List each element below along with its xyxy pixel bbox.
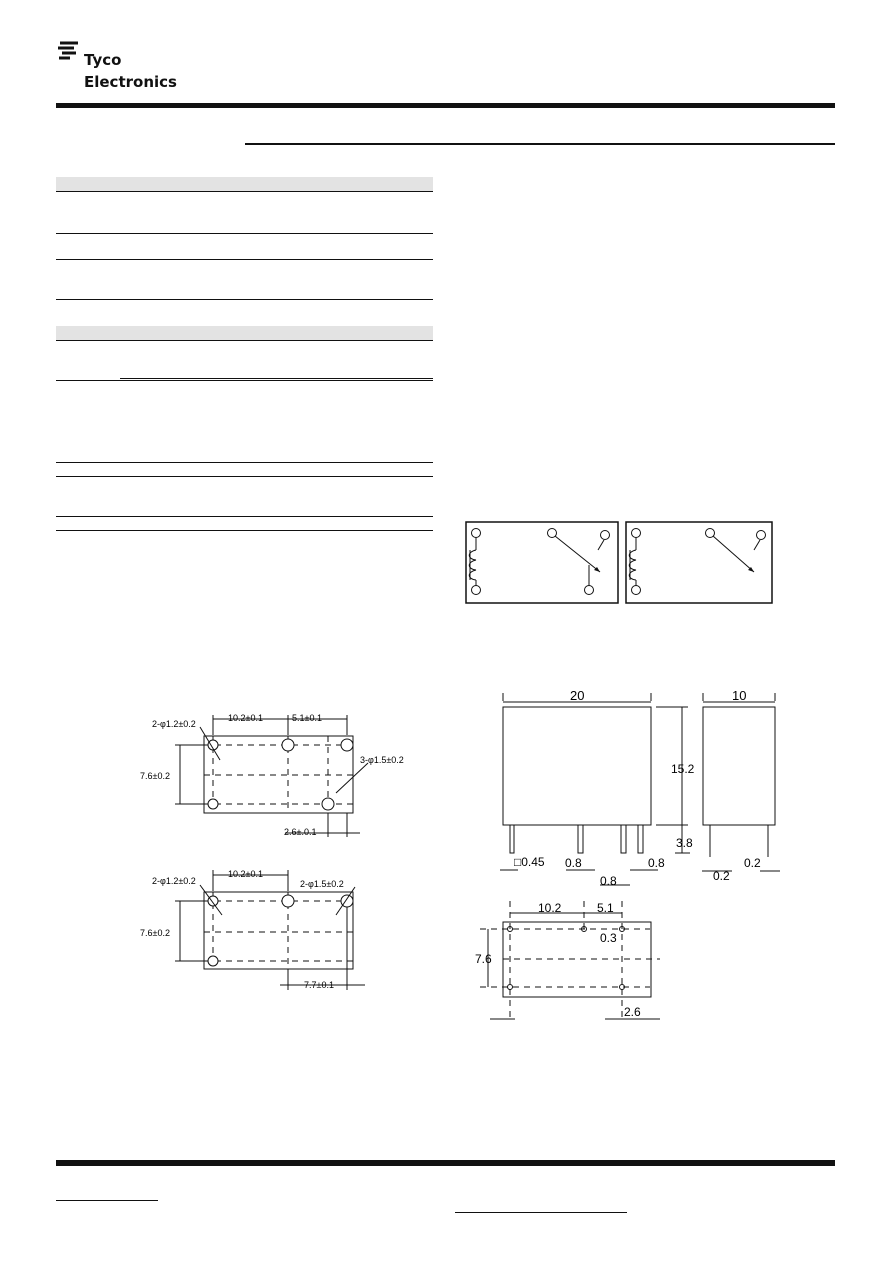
dim-pin-side: 0.2	[713, 869, 730, 883]
pcb-bottom-height: 7.6±0.2	[140, 928, 170, 938]
dim-depth: 10	[732, 688, 747, 703]
spec-section-band-2	[56, 326, 433, 340]
dim-bottom-height: 7.6	[475, 952, 492, 966]
pcb-layout-bottom	[140, 865, 430, 995]
spec-row-divider	[56, 380, 433, 381]
spec-row-divider	[56, 516, 433, 517]
wiring-schematic-form-a	[464, 520, 620, 605]
dim-bottom-pitch2: 5.1	[597, 901, 614, 915]
pcb-top-offset: 2.6±.0.1	[284, 827, 317, 837]
dim-pin-side2: 0.2	[744, 856, 761, 870]
pcb-bottom-hole-b: 2-φ1.5±0.2	[300, 879, 344, 889]
pcb-layout-top	[140, 705, 430, 845]
spec-row-divider	[56, 530, 433, 531]
dim-bottom-offset: 2.6	[624, 1005, 641, 1019]
pcb-bottom-pitch: 10.2±0.1	[228, 869, 263, 879]
wiring-schematic-form-b	[624, 520, 774, 605]
relay-outline-dimensions	[470, 685, 800, 1030]
spec-row-divider	[56, 191, 433, 192]
pcb-top-hole-a: 2-φ1.2±0.2	[152, 719, 196, 729]
header-thick-rule	[56, 103, 835, 108]
spec-row-divider	[56, 233, 433, 234]
pcb-top-hole-b: 3-φ1.5±0.2	[360, 755, 404, 765]
dim-pin-length: 3.8	[676, 836, 693, 850]
logo-line-2: Electronics	[84, 73, 177, 91]
logo-line-1: Tyco	[84, 51, 122, 69]
spec-row-divider	[120, 378, 433, 379]
pcb-bottom-hole-a: 2-φ1.2±0.2	[152, 876, 196, 886]
logo-mark-icon	[56, 41, 82, 61]
dim-pin-w3: 0.8	[648, 856, 665, 870]
dim-height: 15.2	[671, 762, 695, 776]
spec-row-divider	[56, 476, 433, 477]
pcb-top-pitch: 10.2±0.1	[228, 713, 263, 723]
footer-right-rule	[455, 1212, 627, 1213]
spec-section-band-1	[56, 177, 433, 191]
spec-row-divider	[56, 299, 433, 300]
spec-row-divider	[56, 340, 433, 341]
dim-pin-w2: 0.8	[600, 874, 617, 888]
footer-left-rule	[56, 1200, 158, 1201]
spec-row-divider	[56, 259, 433, 260]
tyco-logo	[56, 40, 196, 92]
spec-row-divider	[56, 462, 433, 463]
pcb-bottom-offset: 7.7±0.1	[304, 980, 334, 990]
header-thin-rule	[245, 143, 835, 145]
dim-pin-w1: 0.8	[565, 856, 582, 870]
pcb-top-height: 7.6±0.2	[140, 771, 170, 781]
footer-thick-rule	[56, 1160, 835, 1166]
dim-pin-square: □0.45	[514, 855, 545, 869]
dim-bottom-pitch1: 10.2	[538, 901, 562, 915]
pcb-top-pitch2: 5.1±0.1	[292, 713, 322, 723]
dim-width: 20	[570, 688, 585, 703]
dim-bottom-pin: 0.3	[600, 931, 617, 945]
